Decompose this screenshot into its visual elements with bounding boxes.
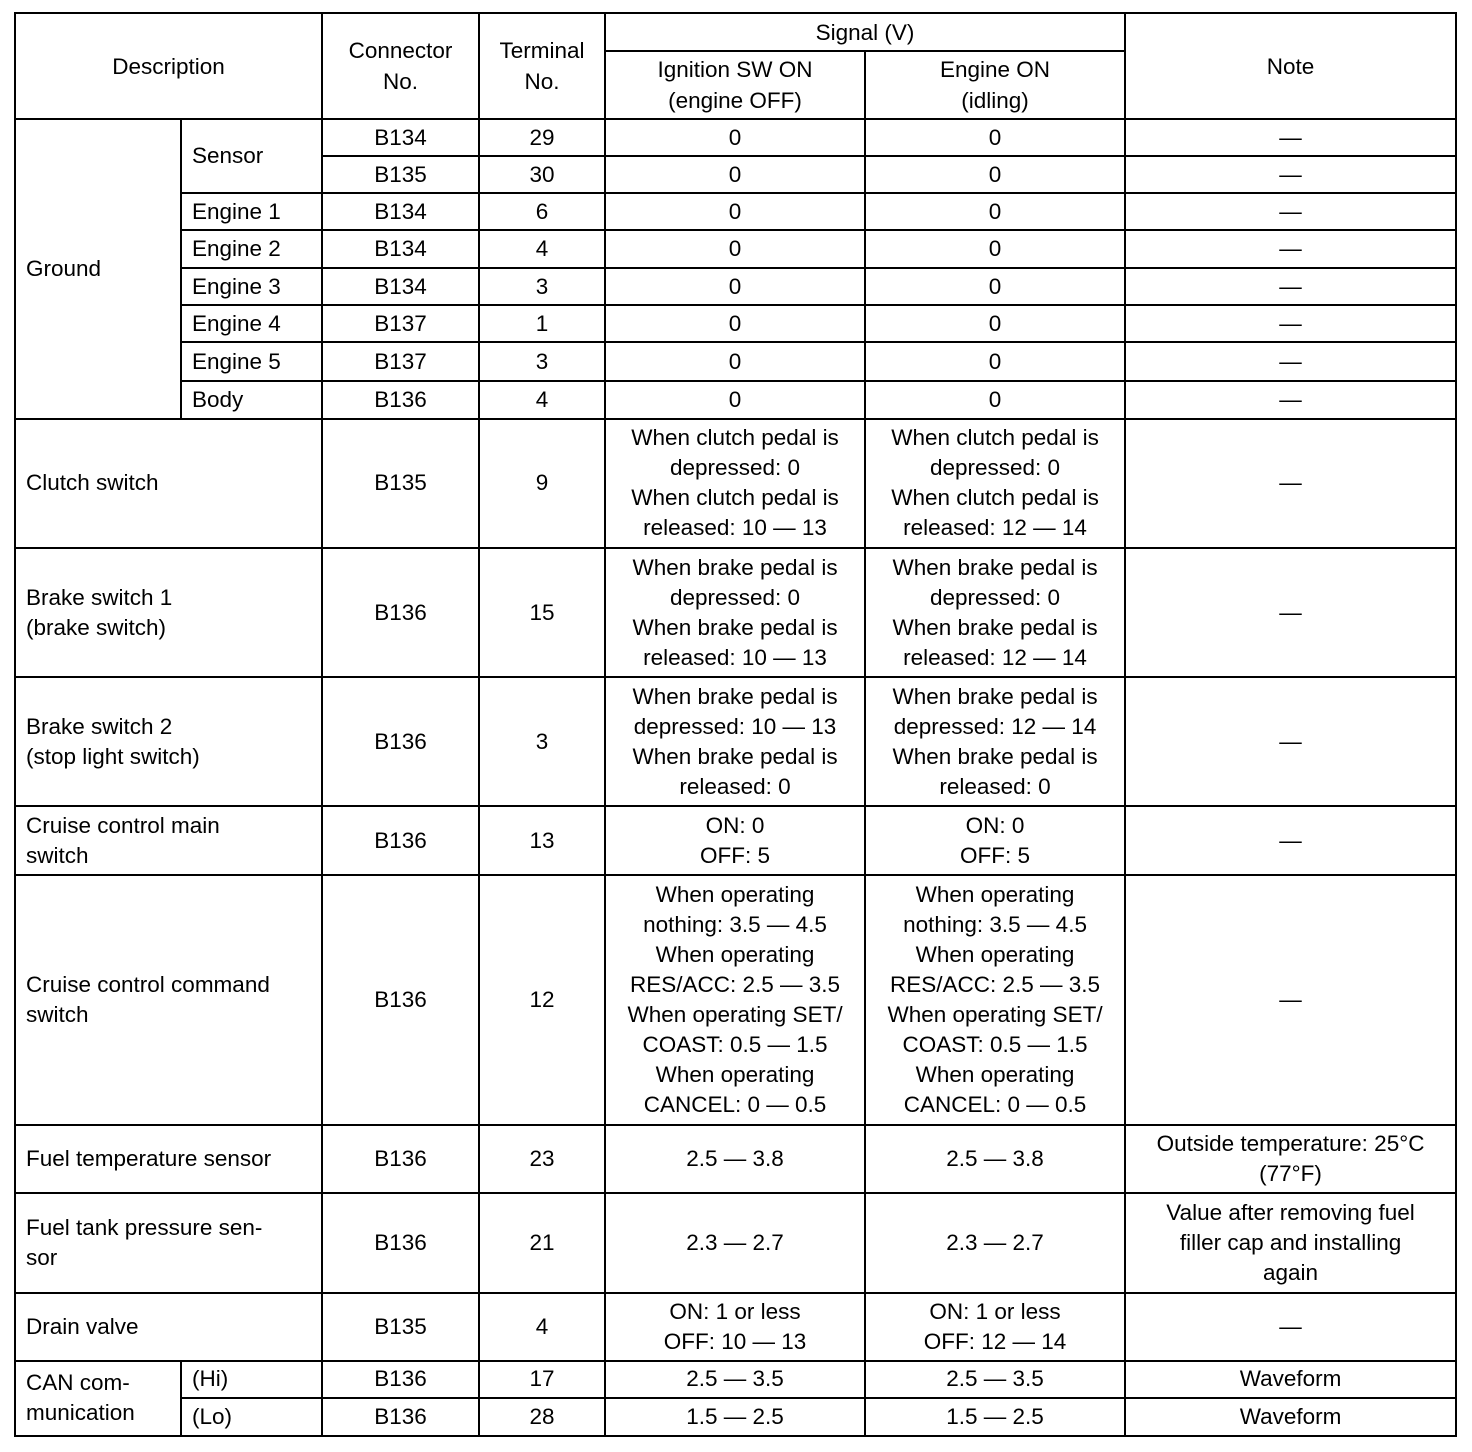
- terminal-no-text: 12: [529, 986, 555, 1012]
- connector-no: [322, 381, 479, 419]
- note: [1125, 381, 1456, 419]
- signal-engine-on-text: When brake pedal is depressed: 0 When brake pedal is released: 12 — 14: [892, 554, 1098, 670]
- terminal-no: [479, 230, 605, 268]
- can-sub-description: [181, 1398, 322, 1436]
- signal-engine-on-text: ON: 1 or less OFF: 12 — 14: [923, 1298, 1067, 1354]
- terminal-no: [479, 548, 605, 677]
- signal-engine-on-text: 2.3 — 2.7: [946, 1229, 1044, 1255]
- terminal-no-text: 4: [535, 1313, 549, 1339]
- table-row: [15, 1361, 1456, 1398]
- connector-no-text: B134: [374, 124, 427, 150]
- signal-engine-on-text: 0: [988, 310, 1002, 336]
- note: [1125, 1361, 1456, 1398]
- signal-ignition-sw-on: [605, 268, 865, 305]
- ground-sub-description: [181, 268, 322, 305]
- terminal-no-text: 4: [535, 236, 549, 262]
- terminal-no-text: 29: [529, 124, 555, 150]
- note-text: —: [1279, 728, 1302, 754]
- signal-ignition-sw-on-text: 0: [728, 198, 742, 224]
- signal-ignition-sw-on: [605, 677, 865, 806]
- signal-engine-on: [865, 342, 1125, 380]
- header-description: Description: [15, 13, 322, 119]
- terminal-no-text: 30: [529, 161, 555, 187]
- signal-engine-on: [865, 875, 1125, 1126]
- terminal-no-text: 9: [535, 470, 549, 496]
- terminal-no: [479, 381, 605, 419]
- signal-ignition-sw-on: [605, 548, 865, 677]
- signal-ignition-sw-on-text: When operating nothing: 3.5 — 4.5 When operating RES/ACC: 2.5 — 3.5 When operating SET/ COAST: 0.5 — 1.5 When operating CANCEL: 0 — 0.5: [627, 881, 843, 1117]
- ground-sub-description-text: Sensor: [192, 143, 264, 169]
- signal-ignition-sw-on-text: 0: [728, 348, 742, 374]
- header-signal: Signal (V): [605, 13, 1125, 51]
- connector-no-text: B136: [374, 986, 427, 1012]
- table-row: [15, 806, 1456, 874]
- connector-no: [322, 156, 479, 193]
- signal-ignition-sw-on: [605, 1398, 865, 1436]
- can-description-text: CAN com- munication: [26, 1370, 135, 1426]
- header-engine-on: Engine ON (idling): [865, 51, 1125, 119]
- table-row: [15, 1193, 1456, 1292]
- terminal-no: [479, 1361, 605, 1398]
- connector-no-text: B137: [374, 310, 427, 336]
- signal-engine-on: [865, 419, 1125, 548]
- terminal-no-text: 6: [535, 198, 549, 224]
- can-description: [15, 1361, 181, 1436]
- ground-sub-description: [181, 193, 322, 230]
- table-row: [15, 548, 1456, 677]
- connector-no-text: B136: [374, 1403, 427, 1429]
- signal-engine-on-text: When brake pedal is depressed: 12 — 14 When brake pedal is released: 0: [892, 683, 1098, 799]
- signal-ignition-sw-on-text: 2.5 — 3.8: [686, 1146, 784, 1172]
- ground-sub-description: [181, 230, 322, 268]
- signal-spec-table: [14, 12, 1457, 1437]
- terminal-no: [479, 1125, 605, 1193]
- connector-no: [322, 806, 479, 874]
- ground-sub-description-text: Engine 5: [192, 348, 281, 374]
- ground-sub-description-text: Engine 2: [192, 236, 281, 262]
- note: [1125, 1293, 1456, 1361]
- connector-no: [322, 1125, 479, 1193]
- table-row: [15, 875, 1456, 1126]
- terminal-no: [479, 342, 605, 380]
- signal-ignition-sw-on: [605, 193, 865, 230]
- connector-no-text: B135: [374, 1313, 427, 1339]
- table-row: [15, 305, 1456, 342]
- row-description: [15, 548, 322, 677]
- connector-no-text: B136: [374, 728, 427, 754]
- connector-no: [322, 419, 479, 548]
- terminal-no-text: 1: [535, 310, 549, 336]
- ground-sub-description: [181, 342, 322, 380]
- connector-no-text: B136: [374, 1366, 427, 1392]
- header-note: Note: [1125, 13, 1456, 119]
- note: [1125, 548, 1456, 677]
- header-terminal-no: Terminal No.: [479, 13, 605, 119]
- note-text: —: [1279, 599, 1302, 625]
- header-ignition-sw-on: Ignition SW ON (engine OFF): [605, 51, 865, 119]
- row-description: [15, 1193, 322, 1292]
- signal-engine-on-text: 0: [988, 236, 1002, 262]
- terminal-no: [479, 1193, 605, 1292]
- table-row: [15, 1398, 1456, 1436]
- ground-sub-description-text: Body: [192, 386, 244, 412]
- terminal-no: [479, 875, 605, 1126]
- terminal-no: [479, 1293, 605, 1361]
- note-text: —: [1279, 161, 1302, 187]
- connector-no: [322, 875, 479, 1126]
- connector-no: [322, 1361, 479, 1398]
- signal-ignition-sw-on-text: 2.5 — 3.5: [686, 1366, 784, 1392]
- note-text: —: [1279, 386, 1302, 412]
- can-sub-description-text: (Lo): [192, 1403, 233, 1429]
- signal-engine-on: [865, 677, 1125, 806]
- note: [1125, 419, 1456, 548]
- note-text: —: [1279, 348, 1302, 374]
- row-description: [15, 806, 322, 874]
- can-sub-description: [181, 1361, 322, 1398]
- signal-engine-on-text: 0: [988, 161, 1002, 187]
- terminal-no: [479, 677, 605, 806]
- signal-ignition-sw-on-text: 1.5 — 2.5: [686, 1403, 784, 1429]
- connector-no: [322, 342, 479, 380]
- connector-no: [322, 193, 479, 230]
- signal-engine-on: [865, 305, 1125, 342]
- signal-ignition-sw-on: [605, 1293, 865, 1361]
- note: [1125, 193, 1456, 230]
- row-description-text: Cruise control main switch: [26, 812, 220, 868]
- ground-sub-description-text: Engine 1: [192, 198, 281, 224]
- signal-engine-on-text: ON: 0 OFF: 5: [960, 812, 1031, 868]
- connector-no-text: B135: [374, 470, 427, 496]
- note: [1125, 156, 1456, 193]
- note: [1125, 342, 1456, 380]
- signal-ignition-sw-on-text: When brake pedal is depressed: 0 When brake pedal is released: 10 — 13: [632, 554, 838, 670]
- signal-ignition-sw-on-text: 0: [728, 236, 742, 262]
- signal-ignition-sw-on: [605, 119, 865, 156]
- terminal-no: [479, 1398, 605, 1436]
- signal-engine-on: [865, 806, 1125, 874]
- connector-no-text: B136: [374, 827, 427, 853]
- row-description-text: Drain valve: [26, 1313, 139, 1339]
- signal-ignition-sw-on: [605, 806, 865, 874]
- signal-ignition-sw-on: [605, 305, 865, 342]
- connector-no-text: B134: [374, 198, 427, 224]
- signal-ignition-sw-on: [605, 342, 865, 380]
- terminal-no-text: 3: [535, 348, 549, 374]
- signal-ignition-sw-on: [605, 1193, 865, 1292]
- signal-engine-on: [865, 193, 1125, 230]
- signal-ignition-sw-on-text: 2.3 — 2.7: [686, 1229, 784, 1255]
- ground-sub-description: [181, 305, 322, 342]
- terminal-no: [479, 193, 605, 230]
- ground-description-text: Ground: [26, 255, 102, 281]
- note: [1125, 230, 1456, 268]
- note: [1125, 119, 1456, 156]
- connector-no-text: B136: [374, 386, 427, 412]
- connector-no: [322, 1293, 479, 1361]
- signal-ignition-sw-on: [605, 156, 865, 193]
- signal-ignition-sw-on-text: 0: [728, 310, 742, 336]
- note-text: —: [1279, 310, 1302, 336]
- note: [1125, 1398, 1456, 1436]
- note-text: Value after removing fuel filler cap and installing again: [1166, 1199, 1415, 1285]
- terminal-no-text: 13: [529, 827, 555, 853]
- note-text: —: [1279, 124, 1302, 150]
- signal-engine-on: [865, 1125, 1125, 1193]
- table-row: [15, 193, 1456, 230]
- table-row: [15, 419, 1456, 548]
- terminal-no: [479, 156, 605, 193]
- note-text: —: [1279, 827, 1302, 853]
- row-description: [15, 875, 322, 1126]
- ground-sub-description: [181, 119, 322, 193]
- note: [1125, 677, 1456, 806]
- connector-no: [322, 119, 479, 156]
- ground-sub-description-text: Engine 3: [192, 273, 281, 299]
- note: [1125, 305, 1456, 342]
- signal-ignition-sw-on-text: 0: [728, 273, 742, 299]
- signal-engine-on: [865, 230, 1125, 268]
- connector-no-text: B136: [374, 1229, 427, 1255]
- signal-ignition-sw-on-text: ON: 0 OFF: 5: [700, 812, 771, 868]
- note: [1125, 806, 1456, 874]
- signal-engine-on-text: 0: [988, 273, 1002, 299]
- signal-ignition-sw-on-text: 0: [728, 386, 742, 412]
- signal-engine-on: [865, 1293, 1125, 1361]
- row-description-text: Cruise control command switch: [26, 971, 270, 1027]
- row-description-text: Clutch switch: [26, 470, 159, 496]
- ground-sub-description: [181, 381, 322, 419]
- note: [1125, 1125, 1456, 1193]
- connector-no: [322, 305, 479, 342]
- signal-engine-on-text: 1.5 — 2.5: [946, 1403, 1044, 1429]
- signal-ignition-sw-on-text: When brake pedal is depressed: 10 — 13 When brake pedal is released: 0: [632, 683, 838, 799]
- can-sub-description-text: (Hi): [192, 1366, 229, 1392]
- connector-no-text: B137: [374, 348, 427, 374]
- row-description: [15, 419, 322, 548]
- signal-ignition-sw-on: [605, 1125, 865, 1193]
- connector-no: [322, 268, 479, 305]
- table-row: [15, 1125, 1456, 1193]
- table-row: [15, 677, 1456, 806]
- row-description-text: Brake switch 1 (brake switch): [26, 584, 173, 640]
- note: [1125, 875, 1456, 1126]
- signal-ignition-sw-on-text: ON: 1 or less OFF: 10 — 13: [663, 1298, 807, 1354]
- signal-engine-on-text: 0: [988, 386, 1002, 412]
- terminal-no-text: 28: [529, 1403, 555, 1429]
- terminal-no: [479, 419, 605, 548]
- note-text: —: [1279, 236, 1302, 262]
- connector-no: [322, 1193, 479, 1292]
- connector-no-text: B135: [374, 161, 427, 187]
- signal-engine-on-text: 2.5 — 3.5: [946, 1366, 1044, 1392]
- terminal-no-text: 23: [529, 1146, 555, 1172]
- signal-ignition-sw-on-text: When clutch pedal is depressed: 0 When clutch pedal is released: 10 — 13: [631, 425, 839, 541]
- table-row: [15, 381, 1456, 419]
- signal-engine-on: [865, 268, 1125, 305]
- table-row: [15, 230, 1456, 268]
- table-row: [15, 1293, 1456, 1361]
- note-text: —: [1279, 273, 1302, 299]
- signal-engine-on-text: When operating nothing: 3.5 — 4.5 When operating RES/ACC: 2.5 — 3.5 When operating SET/ COAST: 0.5 — 1.5 When operating CANCEL: 0 — 0.5: [887, 881, 1103, 1117]
- signal-engine-on-text: 2.5 — 3.8: [946, 1146, 1044, 1172]
- terminal-no-text: 3: [535, 273, 549, 299]
- connector-no-text: B134: [374, 236, 427, 262]
- signal-engine-on: [865, 1193, 1125, 1292]
- ground-description: [15, 119, 181, 419]
- signal-ignition-sw-on: [605, 1361, 865, 1398]
- signal-engine-on-text: 0: [988, 124, 1002, 150]
- signal-engine-on: [865, 119, 1125, 156]
- connector-no-text: B134: [374, 273, 427, 299]
- note-text: —: [1279, 986, 1302, 1012]
- terminal-no: [479, 268, 605, 305]
- row-description: [15, 1125, 322, 1193]
- table-row: [15, 342, 1456, 380]
- note-text: Waveform: [1239, 1403, 1342, 1429]
- note-text: Waveform: [1239, 1366, 1342, 1392]
- signal-ignition-sw-on-text: 0: [728, 161, 742, 187]
- table-row: [15, 268, 1456, 305]
- terminal-no-text: 17: [529, 1366, 555, 1392]
- row-description-text: Brake switch 2 (stop light switch): [26, 713, 200, 769]
- signal-ignition-sw-on: [605, 381, 865, 419]
- signal-engine-on: [865, 156, 1125, 193]
- note-text: —: [1279, 470, 1302, 496]
- signal-ignition-sw-on-text: 0: [728, 124, 742, 150]
- connector-no-text: B136: [374, 1146, 427, 1172]
- connector-no: [322, 230, 479, 268]
- connector-no: [322, 677, 479, 806]
- signal-engine-on-text: 0: [988, 348, 1002, 374]
- signal-ignition-sw-on: [605, 230, 865, 268]
- note: [1125, 268, 1456, 305]
- connector-no: [322, 1398, 479, 1436]
- note-text: Outside temperature: 25°C (77°F): [1156, 1131, 1425, 1187]
- signal-ignition-sw-on: [605, 419, 865, 548]
- signal-engine-on: [865, 1398, 1125, 1436]
- connector-no-text: B136: [374, 599, 427, 625]
- row-description: [15, 1293, 322, 1361]
- signal-engine-on-text: 0: [988, 198, 1002, 224]
- terminal-no-text: 21: [529, 1229, 555, 1255]
- terminal-no: [479, 305, 605, 342]
- signal-engine-on: [865, 1361, 1125, 1398]
- row-description: [15, 677, 322, 806]
- table-body: [15, 119, 1456, 1436]
- note-text: —: [1279, 1313, 1302, 1339]
- signal-engine-on: [865, 381, 1125, 419]
- terminal-no-text: 4: [535, 386, 549, 412]
- signal-engine-on: [865, 548, 1125, 677]
- terminal-no-text: 3: [535, 728, 549, 754]
- table-row: [15, 119, 1456, 156]
- ground-sub-description-text: Engine 4: [192, 310, 281, 336]
- signal-engine-on-text: When clutch pedal is depressed: 0 When clutch pedal is released: 12 — 14: [891, 425, 1099, 541]
- note: [1125, 1193, 1456, 1292]
- row-description-text: Fuel tank pressure sen- sor: [26, 1214, 263, 1270]
- header-connector-no: Connector No.: [322, 13, 479, 119]
- row-description-text: Fuel temperature sensor: [26, 1146, 272, 1172]
- signal-ignition-sw-on: [605, 875, 865, 1126]
- terminal-no-text: 15: [529, 599, 555, 625]
- connector-no: [322, 548, 479, 677]
- terminal-no: [479, 806, 605, 874]
- terminal-no: [479, 119, 605, 156]
- note-text: —: [1279, 198, 1302, 224]
